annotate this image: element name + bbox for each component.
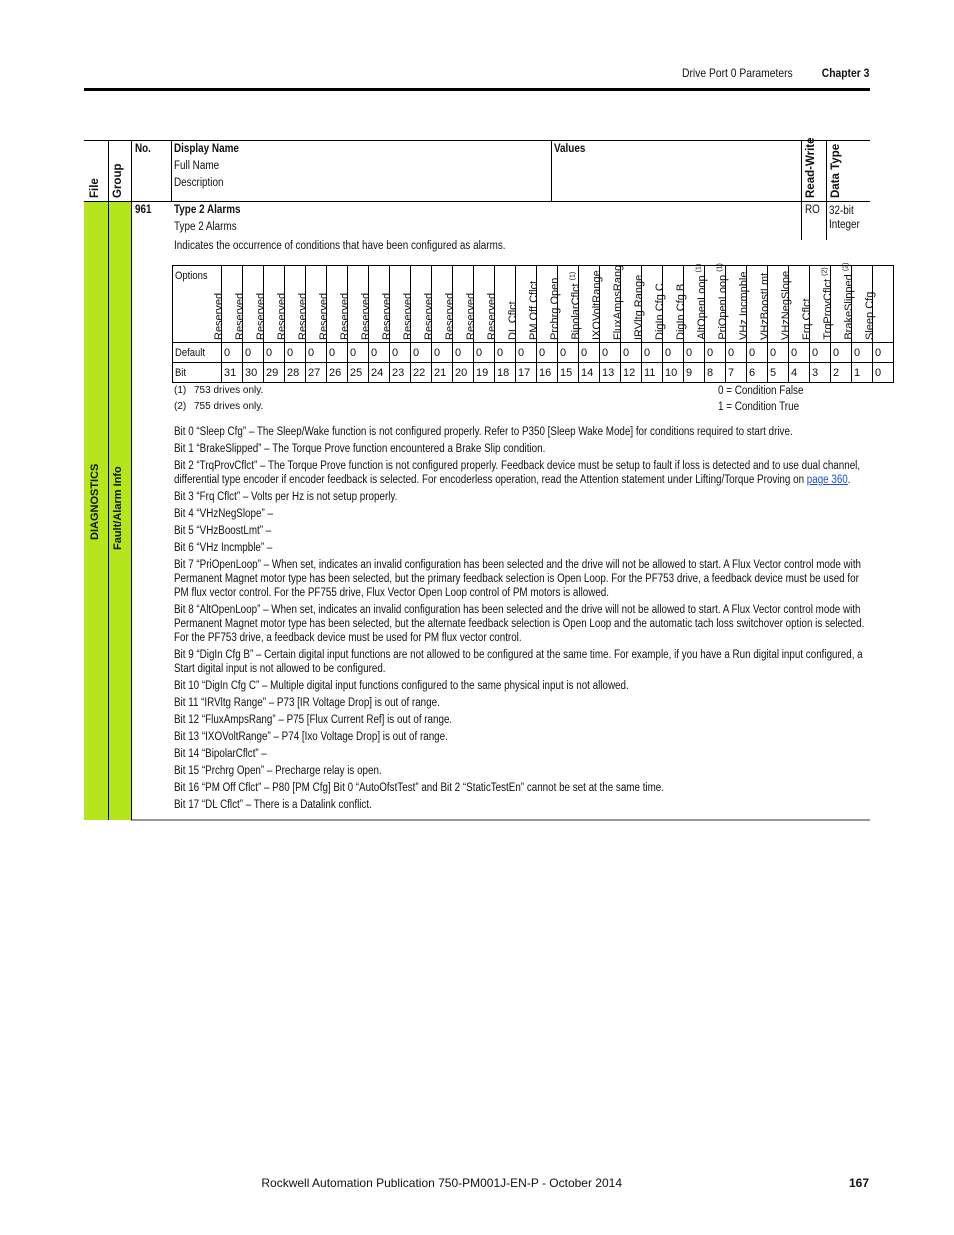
bit-5-desc: Bit 5 “VHzBoostLmt” – — [174, 525, 272, 537]
name-header: Display Name Full Name Description — [174, 143, 239, 189]
param-description: Indicates the occurrence of conditions that have been configured as alarms. — [174, 240, 506, 252]
legend-true: 1 = Condition True — [718, 401, 800, 413]
option-cell: BipolarCflct $^{(1)}$ — [579, 266, 600, 343]
bit-3-desc: Bit 3 “Frq Cflct” – Volts per Hz is not setup properly. — [174, 491, 398, 503]
default-cell: 0 — [474, 343, 495, 363]
option-cell: DigIn Cfg C — [663, 266, 684, 343]
bit-cell: 20 — [453, 363, 474, 383]
bit-8-desc: Bit 8 “AltOpenLoop” – When set, indicates an invalid configuration has been selected and the drive will not be allowed to start. A Flux Vector control mode with Permanent Magnet motor type has been selected, but the alternate feedback selection is Open Loop and the automatic tach loss switchover option is selected. For the PF753 drive, a feedback device must be used for PM flux vector control. — [174, 604, 865, 644]
bit-11-desc: Bit 11 “IRVltg Range” – P73 [IR Voltage Drop] is out of range. — [174, 697, 440, 709]
footnote-2: (2) 755 drives only. — [174, 401, 264, 412]
option-cell: Reserved — [264, 266, 285, 343]
option-cell: Sleep Cfg — [873, 266, 894, 343]
default-cell: 0 — [831, 343, 852, 363]
option-cell: TrqProvCflct $^{(2)}$ — [831, 266, 852, 343]
bit-cell: 17 — [516, 363, 537, 383]
bit-15-desc: Bit 15 “Prchrg Open” – Precharge relay is open. — [174, 765, 382, 777]
bit-row — [173, 363, 894, 383]
default-cell: 0 — [348, 343, 369, 363]
default-cell: 0 — [264, 343, 285, 363]
default-cell: 0 — [789, 343, 810, 363]
option-cell: Reserved — [474, 266, 495, 343]
bit-1-desc: Bit 1 “BrakeSlipped” – The Torque Prove function encountered a Brake Slip condition. — [174, 443, 546, 455]
default-cell: 0 — [243, 343, 264, 363]
default-cell: 0 — [306, 343, 327, 363]
page-360-link[interactable]: page 360 — [806, 474, 848, 486]
col-rule-rw — [801, 140, 802, 240]
bit-cell: 5 — [768, 363, 789, 383]
bit-10-desc: Bit 10 “DigIn Cfg C” – Multiple digital input functions configured to the same physical input is not allowed. — [174, 680, 629, 692]
bit-cell: 31 — [222, 363, 243, 383]
default-cell: 0 — [558, 343, 579, 363]
group-header: Group — [112, 163, 124, 198]
default-cell: 0 — [705, 343, 726, 363]
default-cell: 0 — [852, 343, 873, 363]
default-cell: 0 — [453, 343, 474, 363]
running-header — [664, 66, 869, 80]
default-cell: 0 — [726, 343, 747, 363]
options-table — [172, 262, 894, 383]
col-rule-no — [171, 140, 172, 202]
default-cell: 0 — [579, 343, 600, 363]
bit-7-desc: Bit 7 “PriOpenLoop” – When set, indicates an invalid configuration has been selected and the drive will not be allowed to start. A Flux Vector control mode with Permanent Magnet motor type has been selected, but the primary feedback selection is Open Loop. For the PF753 drive, a feedback device must be used for PM flux vector control. For the PF755 drive, Flux Vector Open Loop control of PM motors is allowed. — [174, 559, 862, 599]
option-cell: IRVltg Range — [642, 266, 663, 343]
values-header: Values — [554, 143, 586, 155]
page-number: 167 — [848, 1176, 869, 1190]
option-cell: BrakeSlipped $^{(2)}$ — [852, 266, 873, 343]
bit-descriptions — [174, 425, 954, 815]
bit-17-desc: Bit 17 “DL Cflct” – There is a Datalink conflict. — [174, 799, 372, 811]
default-cell: 0 — [768, 343, 789, 363]
bit-cell: 8 — [705, 363, 726, 383]
bit-cell: 10 — [663, 363, 684, 383]
full-name: Type 2 Alarms — [174, 221, 237, 233]
option-cell: Reserved — [243, 266, 264, 343]
col-rule-type — [826, 140, 827, 240]
bit-cell: 28 — [285, 363, 306, 383]
options-row — [173, 266, 894, 343]
legend-false: 0 = Condition False — [718, 385, 804, 397]
option-cell: Reserved — [348, 266, 369, 343]
bit-12-desc: Bit 12 “FluxAmpsRang” – P75 [Flux Current Ref] is out of range. — [174, 714, 453, 726]
no-header: No. — [135, 143, 151, 155]
group-value: Fault/Alarm Info — [112, 466, 124, 550]
bit-cell: 25 — [348, 363, 369, 383]
bit-cell: 15 — [558, 363, 579, 383]
option-cell: Reserved — [495, 266, 516, 343]
options-label: Options — [173, 266, 222, 343]
option-cell: DL Cflct — [516, 266, 537, 343]
file-header: File — [89, 178, 101, 198]
value-legend — [718, 383, 817, 415]
footnotes — [174, 383, 263, 415]
option-cell: Reserved — [369, 266, 390, 343]
bit-cell: 23 — [390, 363, 411, 383]
option-cell: Reserved — [306, 266, 327, 343]
bit-cell: 13 — [600, 363, 621, 383]
option-cell: Reserved — [327, 266, 348, 343]
bit-cell: 2 — [831, 363, 852, 383]
option-cell: Prchrg Open — [558, 266, 579, 343]
bit-cell: 26 — [327, 363, 348, 383]
param-number: 961 — [135, 204, 152, 216]
footnote-1: (1) 753 drives only. — [174, 385, 264, 396]
file-value: DIAGNOSTICS — [89, 463, 101, 540]
option-cell: Reserved — [432, 266, 453, 343]
default-cell: 0 — [285, 343, 306, 363]
option-cell: Reserved — [222, 266, 243, 343]
option-cell: Reserved — [453, 266, 474, 343]
bit-9-desc: Bit 9 “DigIn Cfg B” – Certain digital input functions are not allowed to be configured at the same time. For example, if you have a Run digital input configured, a Start digital input is not allowed to be configured. — [174, 649, 863, 675]
bit-cell: 30 — [243, 363, 264, 383]
bit-cell: 29 — [264, 363, 285, 383]
bit-cell: 14 — [579, 363, 600, 383]
bit-6-desc: Bit 6 “VHz Incmpble” – — [174, 542, 273, 554]
bit-2-desc: Bit 2 “TrqProvCflct” – The Torque Prove function is not configured properly. Feedback device must be setup to fault if loss is detected and to use dual channel, differential type encoder if encoder feedback is selected. For encoderless operation, read the Attention statement under Lifting/Torque Proving on page 360. — [174, 460, 861, 486]
default-cell: 0 — [747, 343, 768, 363]
bit-label: Bit — [173, 363, 222, 383]
default-cell: 0 — [222, 343, 243, 363]
table-bottom-rule — [131, 819, 870, 821]
default-label: Default — [173, 343, 222, 363]
bit-0-desc: Bit 0 “Sleep Cfg” – The Sleep/Wake function is not configured properly. Refer to P350 [Sleep Wake Mode] for conditions required to start drive. — [174, 426, 793, 438]
option-cell: Reserved — [285, 266, 306, 343]
bit-cell: 24 — [369, 363, 390, 383]
bit-cell: 3 — [810, 363, 831, 383]
bit-cell: 11 — [642, 363, 663, 383]
data-type-header: Data Type — [830, 143, 842, 198]
default-cell: 0 — [432, 343, 453, 363]
option-cell: PM Off Cflct — [537, 266, 558, 343]
bit-cell: 0 — [873, 363, 894, 383]
param-names — [174, 202, 251, 236]
bit-cell: 9 — [684, 363, 705, 383]
option-cell: VHz Incmpble — [747, 266, 768, 343]
default-cell: 0 — [369, 343, 390, 363]
default-cell: 0 — [642, 343, 663, 363]
option-cell: Reserved — [390, 266, 411, 343]
default-cell: 0 — [684, 343, 705, 363]
bit-13-desc: Bit 13 “IXOVoltRange” – P74 [Ixo Voltage Drop] is out of range. — [174, 731, 448, 743]
default-cell: 0 — [621, 343, 642, 363]
option-cell: VHzBoostLmt — [768, 266, 789, 343]
option-cell: FluxAmpsRang — [621, 266, 642, 343]
display-name: Type 2 Alarms — [174, 204, 241, 216]
default-cell: 0 — [873, 343, 894, 363]
default-cell: 0 — [663, 343, 684, 363]
bit-cell: 21 — [432, 363, 453, 383]
default-cell: 0 — [327, 343, 348, 363]
bit-cell: 19 — [474, 363, 495, 383]
bit-cell: 18 — [495, 363, 516, 383]
bit-cell: 27 — [306, 363, 327, 383]
bit-14-desc: Bit 14 “BipolarCflct” – — [174, 748, 267, 760]
publication-id: Rockwell Automation Publication 750-PM001J-EN-P - October 2014 — [261, 1176, 622, 1190]
col-rule-group — [131, 140, 132, 820]
option-cell: VHzNegSlope — [789, 266, 810, 343]
option-cell: IXOVoltRange — [600, 266, 621, 343]
bit-cell: 12 — [621, 363, 642, 383]
header-rule — [84, 88, 870, 91]
read-write-header: Read-Write — [805, 137, 817, 198]
bit-cell: 6 — [747, 363, 768, 383]
default-cell: 0 — [390, 343, 411, 363]
option-cell: DigIn Cfg B — [684, 266, 705, 343]
default-cell: 0 — [516, 343, 537, 363]
default-row — [173, 343, 894, 363]
default-cell: 0 — [600, 343, 621, 363]
col-rule-file — [108, 140, 109, 820]
chapter-label: Chapter 3 — [821, 66, 869, 80]
option-cell: PriOpenLoop $^{(1)}$ — [726, 266, 747, 343]
bit-cell: 7 — [726, 363, 747, 383]
bit-4-desc: Bit 4 “VHzNegSlope” – — [174, 508, 273, 520]
section-title: Drive Port 0 Parameters — [681, 66, 793, 80]
option-cell: Reserved — [411, 266, 432, 343]
default-cell: 0 — [537, 343, 558, 363]
default-cell: 0 — [495, 343, 516, 363]
option-cell: Frq Cflct — [810, 266, 831, 343]
bit-16-desc: Bit 16 “PM Off Cflct” – P80 [PM Cfg] Bit 0 “AutoOfstTest” and Bit 2 “StaticTestEn” cannot be set at the same time. — [174, 782, 665, 794]
bit-cell: 22 — [411, 363, 432, 383]
default-cell: 0 — [411, 343, 432, 363]
bit-cell: 4 — [789, 363, 810, 383]
rw-value: RO — [805, 204, 820, 216]
bit-cell: 16 — [537, 363, 558, 383]
default-cell: 0 — [810, 343, 831, 363]
col-rule-values — [551, 140, 552, 202]
option-cell: AltOpenLoop $^{(1)}$ — [705, 266, 726, 343]
bit-cell: 1 — [852, 363, 873, 383]
data-type-value: 32-bit Integer — [829, 205, 860, 231]
